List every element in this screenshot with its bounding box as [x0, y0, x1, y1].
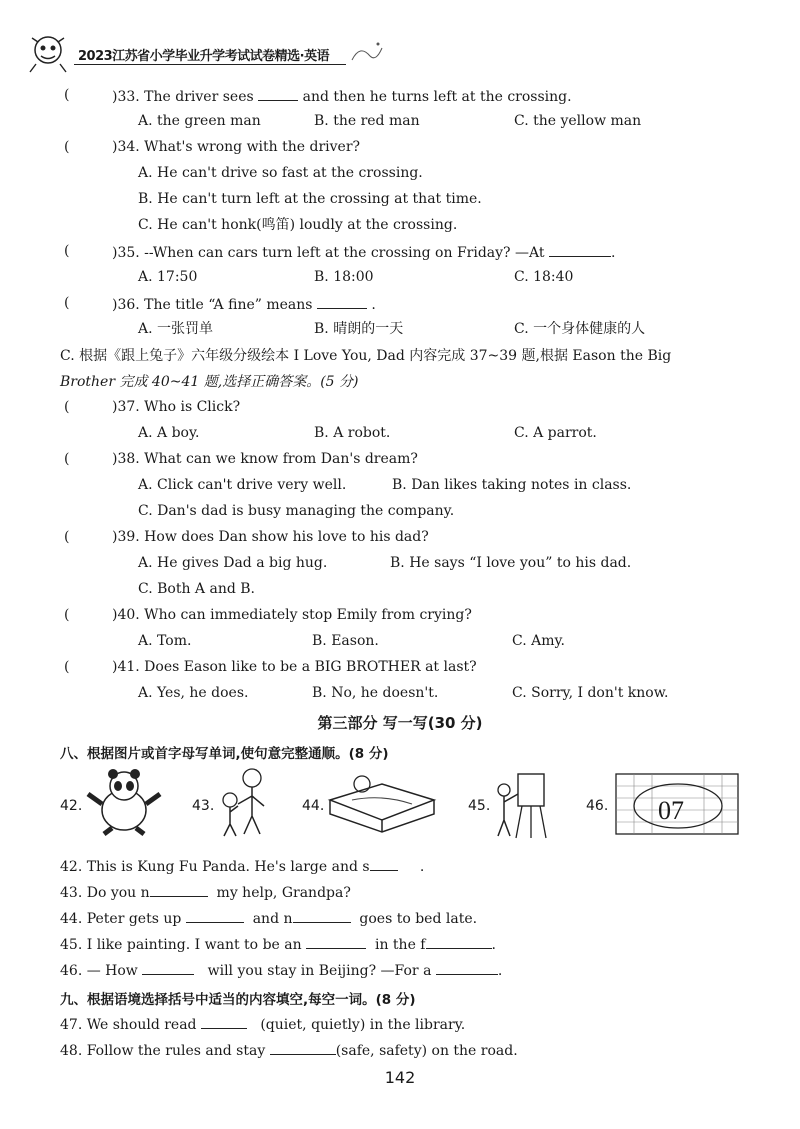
fill-text-mid: and n	[252, 911, 293, 927]
painter-easel-icon	[490, 768, 552, 840]
fill-text: 42. This is Kung Fu Panda. He's large and s	[60, 859, 370, 875]
section-eight-instruction: 八、根据图片或首字母写单词,使句意完整通顺。(8 分)	[60, 746, 389, 762]
fill-44	[60, 908, 477, 927]
fill-text-after: goes to bed late.	[359, 911, 478, 927]
header-rule	[74, 64, 346, 65]
section-nine-instruction: 九、根据语境选择括号中适当的内容填空,每空一词。(8 分)	[60, 992, 416, 1008]
fill-text-after: (quiet, quietly) in the library.	[260, 1017, 466, 1033]
option-c: C. 18:40	[514, 269, 574, 285]
answer-paren: (	[64, 399, 70, 415]
option-b: B. Dan likes taking notes in class.	[392, 477, 632, 493]
picture-number: 45.	[468, 798, 491, 814]
page-number: 142	[384, 1068, 416, 1087]
answer-blank[interactable]	[201, 1014, 247, 1029]
question-text: )41. Does Eason like to be a BIG BROTHER at last?	[112, 659, 477, 675]
part-three-title: 第三部分 写一写(30 分)	[317, 714, 483, 732]
option-a: A. Click can't drive very well.	[138, 477, 347, 493]
question-text-after: .	[610, 245, 616, 261]
fill-42	[60, 856, 424, 875]
option-c: C. 一个身体健康的人	[514, 321, 646, 337]
option-b: B. He can't turn left at the crossing at that time.	[138, 191, 482, 207]
option-c: C. Sorry, I don't know.	[512, 685, 669, 701]
answer-blank[interactable]	[306, 934, 366, 949]
question-text: )38. What can we know from Dan's dream?	[112, 451, 418, 467]
option-a: A. A boy.	[138, 425, 200, 441]
flourish-icon	[348, 38, 388, 68]
fill-45	[60, 934, 496, 953]
option-b: B. He says “I love you” to his dad.	[390, 555, 632, 571]
question-text: )39. How does Dan show his love to his dad?	[112, 529, 429, 545]
answer-paren: (	[64, 607, 70, 623]
picture-number: 43.	[192, 798, 215, 814]
section-c-instruction-line2: Brother 完成 40~41 题,选择正确答案。(5 分)	[60, 374, 359, 390]
fill-text-after: (safe, safety) on the road.	[335, 1043, 518, 1059]
header-title: 2023江苏省小学毕业升学考试试卷精选·英语	[78, 49, 330, 64]
option-a: A. the green man	[138, 113, 261, 129]
option-c: C. Amy.	[512, 633, 565, 649]
option-b: B. 18:00	[314, 269, 374, 285]
fill-text-after: .	[491, 937, 496, 953]
option-c: C. Both A and B.	[138, 581, 255, 597]
fill-48	[60, 1040, 518, 1059]
fill-47	[60, 1014, 465, 1033]
option-b: B. the red man	[314, 113, 420, 129]
option-b: B. 晴朗的一天	[314, 321, 404, 337]
answer-paren: (	[64, 529, 70, 545]
fill-text-mid: in the f	[374, 937, 426, 953]
fill-text: 43. Do you n	[60, 885, 150, 901]
fill-text-after: .	[497, 963, 503, 979]
option-c: C. Dan's dad is busy managing the company.	[138, 503, 455, 519]
option-b: B. No, he doesn't.	[312, 685, 439, 701]
question-text: )36. The title “A fine” means	[112, 297, 313, 313]
section-c-instruction-line1: C. 根据《跟上兔子》六年级分级绘本 I Love You, Dad 内容完成 37~39 题,根据 Eason the Big	[60, 348, 672, 364]
fill-text-after: .	[419, 859, 425, 875]
picture-number: 46.	[586, 798, 609, 814]
answer-blank[interactable]	[317, 294, 367, 309]
option-b: B. A robot.	[314, 425, 391, 441]
bed-icon	[322, 770, 440, 836]
answer-paren: (	[64, 659, 70, 675]
fill-text: 45. I like painting. I want to be an	[60, 937, 302, 953]
fill-text: 47. We should read	[60, 1017, 197, 1033]
grandpa-and-child-icon	[214, 766, 274, 838]
answer-paren: (	[64, 451, 70, 467]
option-a: A. Tom.	[138, 633, 192, 649]
answer-paren: (	[64, 139, 70, 155]
question-text-after: and then he turns left at the crossing.	[302, 89, 572, 105]
question-text: )37. Who is Click?	[112, 399, 241, 415]
answer-blank[interactable]	[270, 1040, 336, 1055]
fill-text-after: my help, Grandpa?	[216, 885, 351, 901]
answer-blank[interactable]	[186, 908, 244, 923]
option-c: C. He can't honk(鸣笛) loudly at the crossing.	[138, 217, 458, 233]
answer-blank[interactable]	[370, 856, 398, 871]
picture-number: 44.	[302, 798, 325, 814]
answer-paren: (	[64, 295, 70, 311]
option-a: A. He gives Dad a big hug.	[138, 555, 328, 571]
fill-text: 48. Follow the rules and stay	[60, 1043, 266, 1059]
fill-text: 46. — How	[60, 963, 138, 979]
option-b: B. Eason.	[312, 633, 379, 649]
question-text: )40. Who can immediately stop Emily from crying?	[112, 607, 472, 623]
answer-blank[interactable]	[142, 960, 194, 975]
page-header	[20, 28, 400, 76]
question-text: )33. The driver sees	[112, 89, 254, 105]
option-a: A. Yes, he does.	[138, 685, 249, 701]
question-text: )34. What's wrong with the driver?	[112, 139, 361, 155]
answer-blank[interactable]	[549, 242, 611, 257]
picture-number: 42.	[60, 798, 83, 814]
answer-blank[interactable]	[293, 908, 351, 923]
question-text-after: .	[371, 297, 376, 313]
kung-fu-panda-icon	[84, 766, 164, 836]
cartoon-logo-icon	[20, 28, 76, 76]
fill-43	[60, 882, 351, 901]
fill-text: 44. Peter gets up	[60, 911, 182, 927]
option-c: C. A parrot.	[514, 425, 597, 441]
calendar-label: 07	[658, 796, 684, 825]
answer-blank[interactable]	[150, 882, 208, 897]
answer-blank[interactable]	[258, 86, 298, 101]
answer-paren: (	[64, 87, 70, 103]
answer-blank[interactable]	[436, 960, 498, 975]
option-a: A. 一张罚单	[138, 321, 214, 337]
option-a: A. He can't drive so fast at the crossing.	[138, 165, 423, 181]
fill-text-mid: will you stay in Beijing? —For a	[207, 963, 432, 979]
option-c: C. the yellow man	[514, 113, 642, 129]
answer-paren: (	[64, 243, 70, 259]
answer-blank[interactable]	[426, 934, 492, 949]
question-text: )35. --When can cars turn left at the crossing on Friday? —At	[112, 245, 545, 261]
fill-46	[60, 960, 502, 979]
option-a: A. 17:50	[138, 269, 198, 285]
